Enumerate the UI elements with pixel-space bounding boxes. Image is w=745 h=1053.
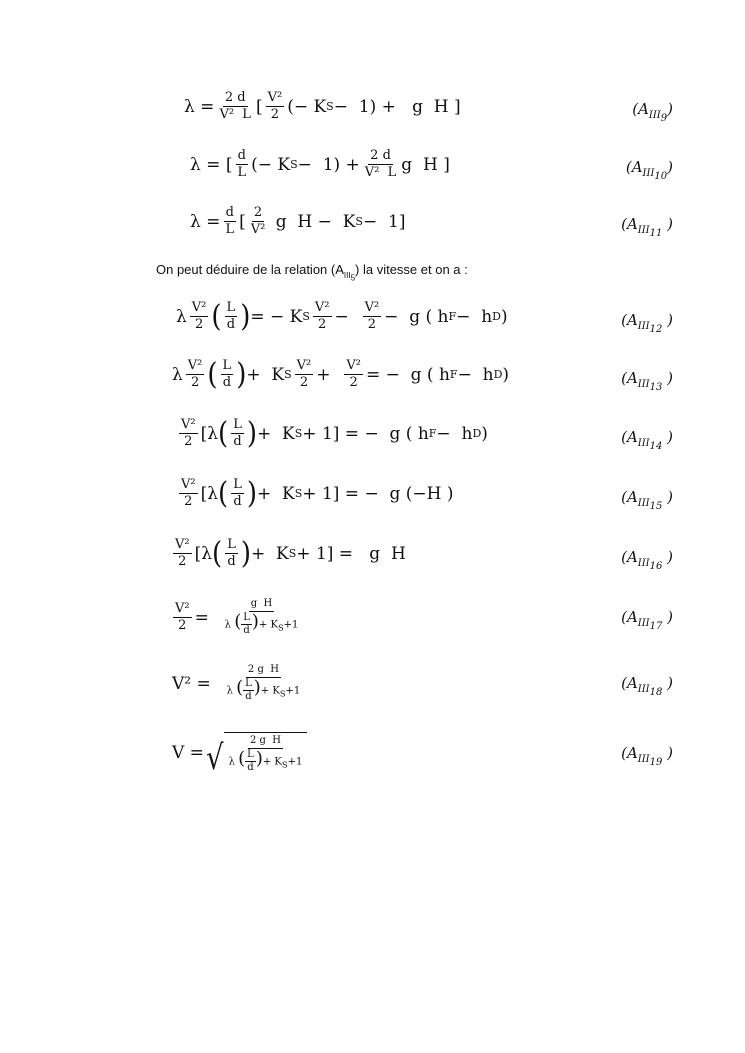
equation-19-number: ($A_{III_{19}}$ ) (621, 744, 673, 768)
intro-sentence: On peut déduire de la relation $(A_{III_5})$ la vitesse et on a : (156, 262, 468, 283)
equation-10-number: $(A_{III_{10}})$ (625, 158, 673, 182)
equation-16 (0, 535, 745, 579)
equation-15-formula: $\frac{\text{V²}}{2}$ [λ ( $\frac{L}{d}$ ) + K S + 1] = − g (−H ) (181, 476, 454, 511)
equation-12-formula: λ $\frac{\text{V²}}{2}$ ( $\frac{L}{d}$ ) = − K S $\frac{\text{V²}}{2}$ − $\frac{\text{V²}}{2}$ − g ( h F − h D ) (176, 299, 508, 334)
equation-14 (0, 415, 745, 459)
equation-13 (0, 356, 745, 400)
equation-17-number: ($A_{III_{17}}$ ) (621, 608, 673, 632)
square-root: √ 2 g H λ ( $\frac{L}{d}$ )+ $K_S+1$ (204, 732, 307, 775)
equation-19-formula: V = √ 2 g H λ ( $\frac{L}{d}$ )+ $K_S+1$ (172, 732, 307, 775)
equation-10 (0, 146, 745, 186)
equation-16-formula: $\frac{\text{V²}}{2}$ [λ ( $\frac{L}{d}$ ) + K S + 1] = g H (175, 536, 406, 571)
equation-14-formula: $\frac{\text{V²}}{2}$ [λ ( $\frac{L}{d}$ ) + K S + 1] = − g ( h F − h D ) (181, 416, 488, 451)
equation-15-number: ($A_{III_{15}}$ ) (621, 488, 673, 512)
equation-11 (0, 203, 745, 243)
equation-9 (0, 88, 745, 128)
equation-11-formula: λ = $\frac{d}{L}$ [ $\frac{2}{\text{V²}}$ g H − K S − 1] (190, 205, 406, 238)
equation-17 (0, 596, 745, 640)
equation-9-formula: λ = $\frac{2 d}{\text{V² L}}$ [ $\frac{\text{V²}}{2}$ (− K S − 1) + g H ] (184, 90, 461, 123)
equation-18 (0, 662, 745, 706)
equation-18-number: ($A_{III_{18}}$ ) (621, 674, 673, 698)
equation-11-number: ($A_{III_{11}}$ ) (621, 215, 673, 239)
equation-14-number: ($A_{III_{14}}$ ) (621, 428, 673, 452)
equation-15 (0, 475, 745, 519)
equation-19 (0, 730, 745, 780)
equation-10-formula: λ = [ $\frac{d}{L}$ (− K S − 1) + $\frac{2 d}{\text{V² L}}$ g H ] (190, 148, 450, 181)
equation-13-formula: λ $\frac{\text{V²}}{2}$ ( $\frac{L}{d}$ ) + K S $\frac{\text{V²}}{2}$ + $\frac{\text{V²}}{2}$ = − g ( h F − h D ) (172, 357, 510, 392)
equation-17-formula: $\frac{\text{V²}}{2}$ = g H λ ( $\frac{L}{d}$ )+ $K_S+1$ (175, 598, 299, 636)
equation-16-number: ($A_{III_{16}}$ ) (621, 548, 673, 572)
equation-12-number: ($A_{III_{12}}$ ) (621, 311, 673, 335)
equation-18-formula: V² = 2 g H λ ( $\frac{L}{d}$ )+ $K_S+1$ (172, 664, 301, 702)
equation-13-number: ($A_{III_{13}}$ ) (621, 369, 673, 393)
equation-9-number: $(A_{III_9})$ (632, 100, 673, 124)
equation-12 (0, 298, 745, 342)
